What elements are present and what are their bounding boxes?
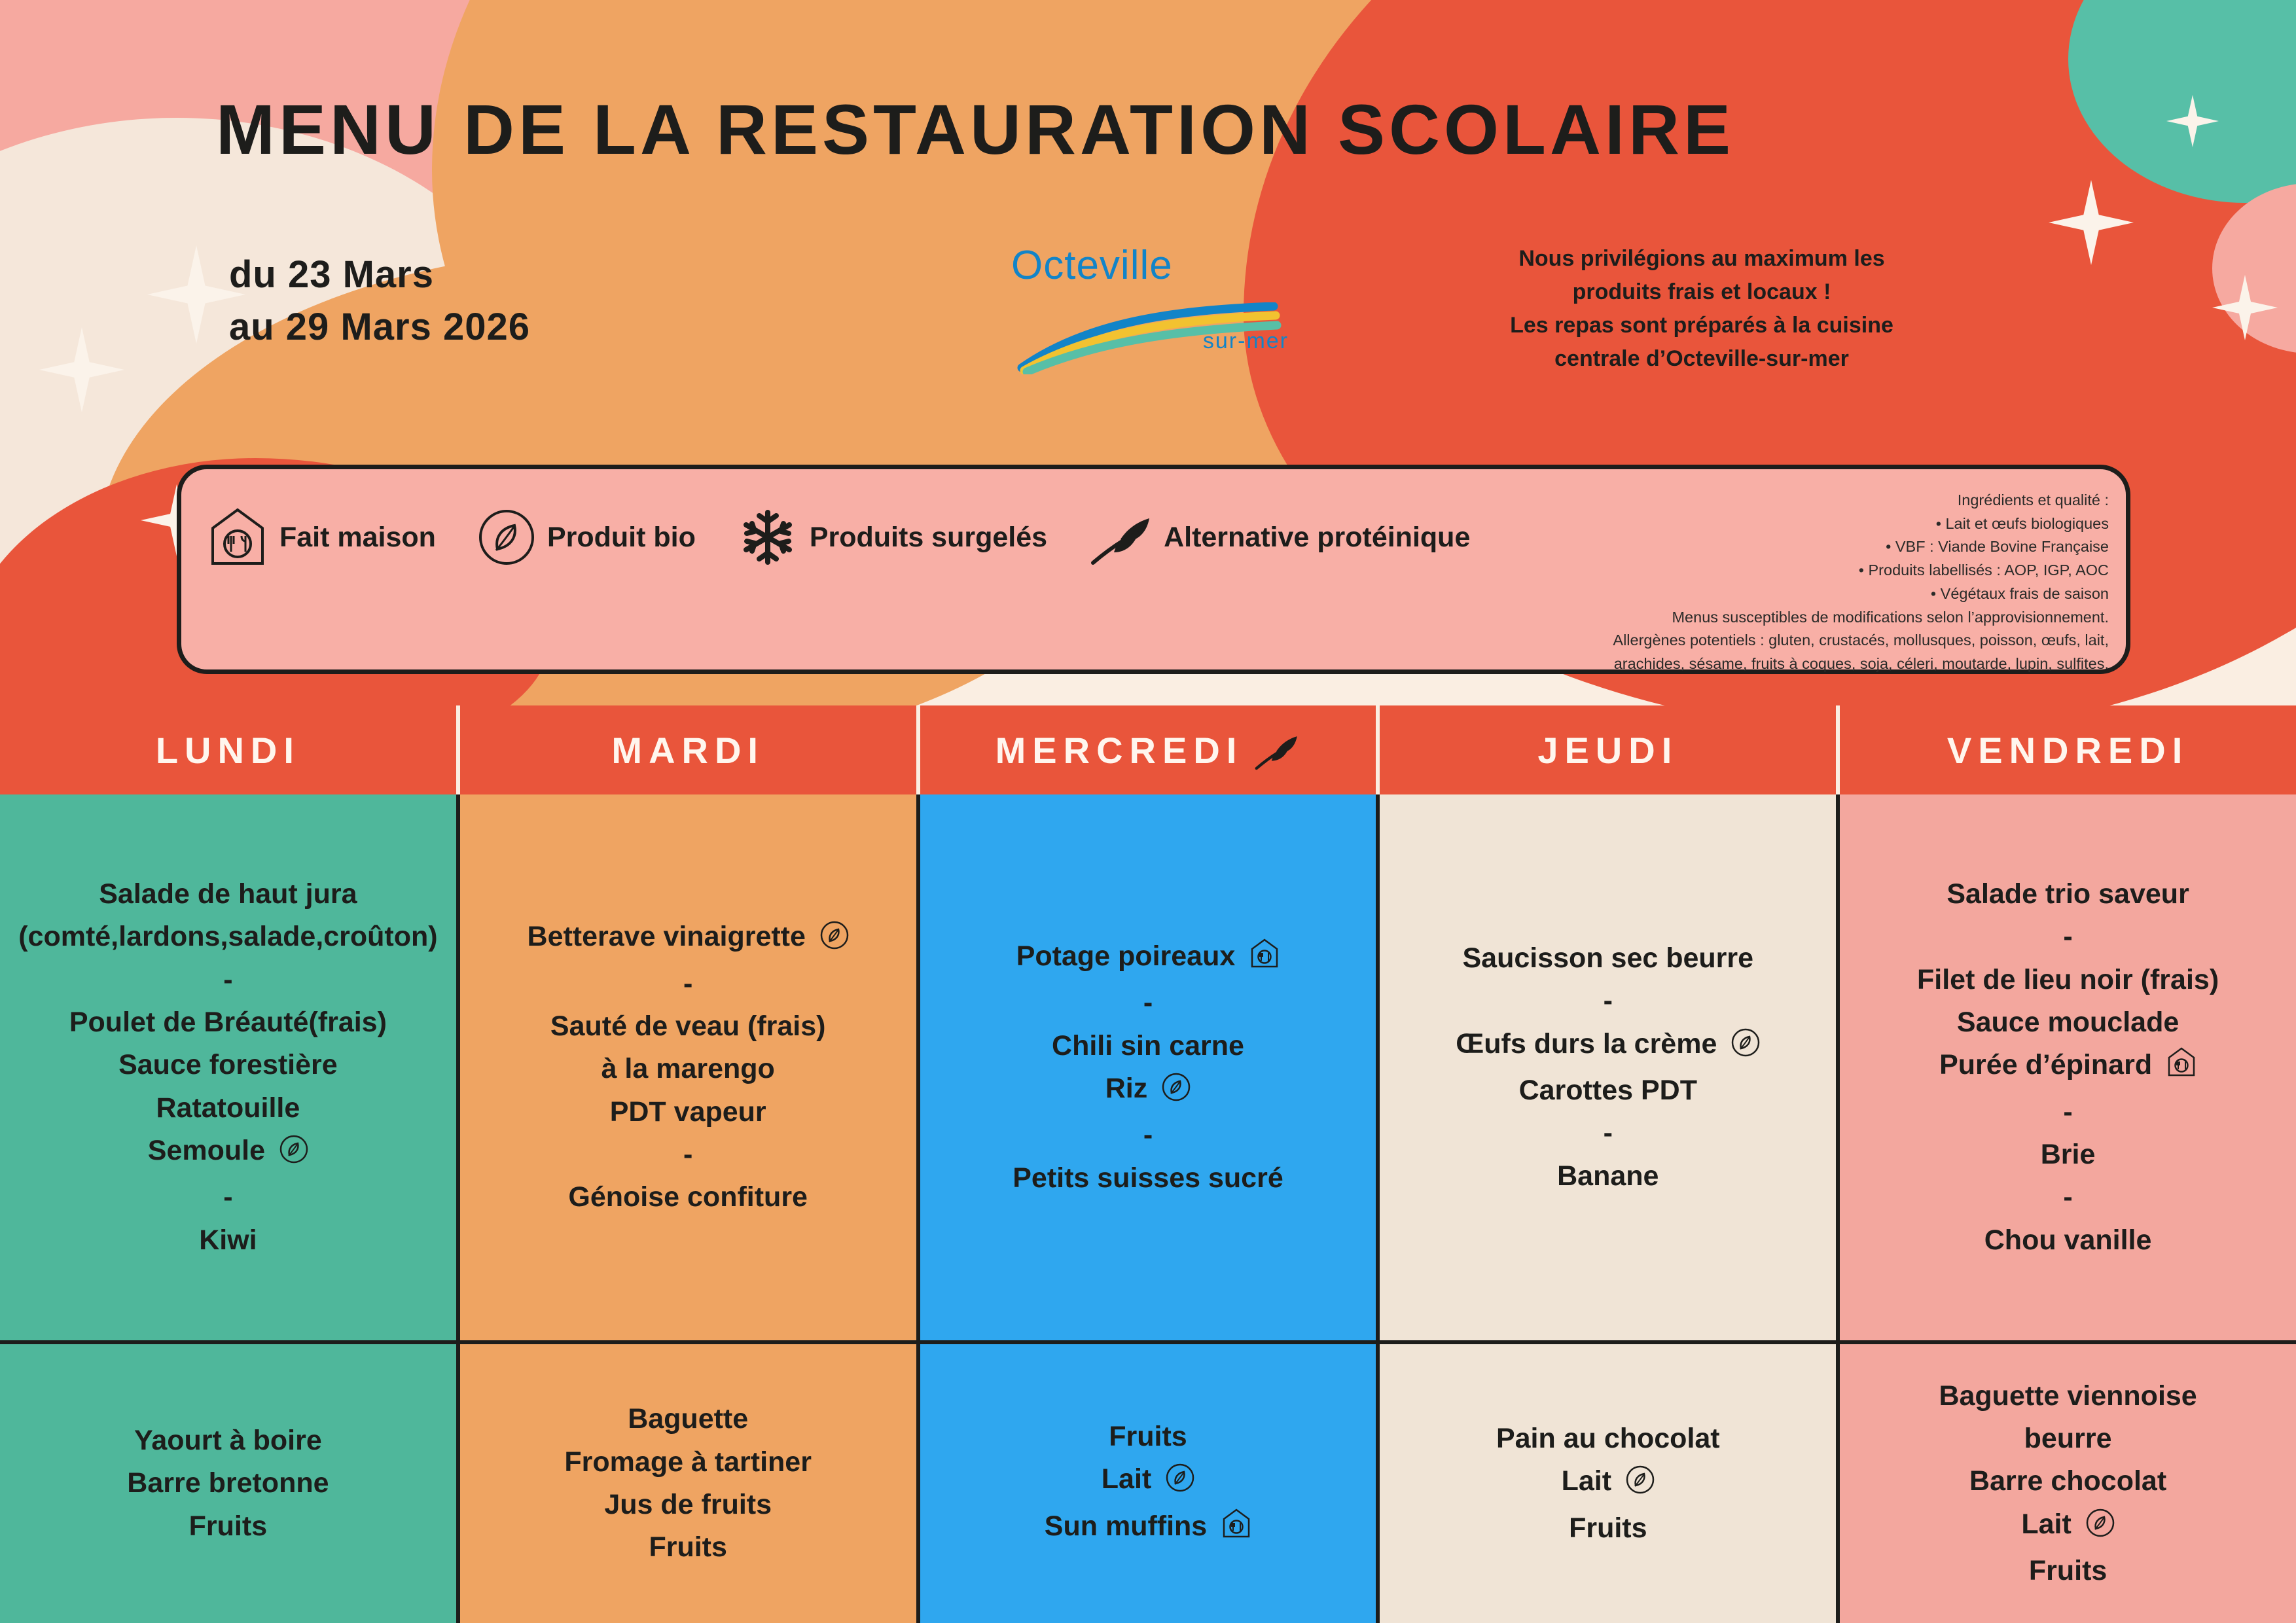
meal-separator: - (1603, 1117, 1613, 1149)
lunch-cell-jeudi (1380, 794, 1840, 1344)
snack-row (0, 1344, 2296, 1623)
meal-item-text: Betterave vinaigrette (527, 921, 806, 953)
meal-separator: - (1143, 987, 1153, 1019)
snack-list (127, 1419, 329, 1548)
meal-separator: - (2063, 921, 2073, 953)
snack-item: Fruits (2028, 1555, 2108, 1587)
legend-item-produit-bio (478, 508, 696, 566)
snack-item-with-badge (1939, 1503, 2197, 1550)
intro-line-2: produits frais et locaux ! (1572, 279, 1831, 304)
meal-item: (comté,lardons,salade,croûton) (18, 921, 438, 953)
day-label: LUNDI (155, 729, 300, 771)
snack-item: Yaourt à boire (134, 1424, 322, 1456)
note-line: Ingrédients et qualité : (1957, 491, 2109, 508)
snack-item: Baguette (628, 1403, 749, 1435)
note-line: Menus susceptibles de modifications selon l’approvisionnement. (1672, 608, 2109, 626)
produit-bio-icon (478, 508, 535, 566)
meal-item: Sauce forestière (118, 1049, 338, 1081)
day-header-lundi (0, 705, 460, 794)
snack-cell-jeudi (1380, 1344, 1840, 1623)
fait-maison-icon (1221, 1508, 1251, 1552)
snack-cell-vendredi (1840, 1344, 2296, 1623)
meal-item-with-badge (1013, 1067, 1283, 1114)
snack-item: Pain au chocolat (1496, 1422, 1720, 1454)
meal-item: Sauté de veau (frais) (550, 1010, 826, 1042)
snowflake-icon (738, 507, 798, 567)
snack-item-text: Lait (2021, 1508, 2072, 1540)
snack-item-with-badge (1496, 1460, 1720, 1507)
day-header-mercredi (920, 705, 1380, 794)
intro-line-3: Les repas sont préparés à la cuisine (1510, 313, 1893, 338)
meal-separator: - (223, 963, 233, 995)
day-label: JEUDI (1537, 729, 1679, 771)
date-range-line1: du 23 Mars (229, 253, 434, 296)
snack-item: Fruits (1569, 1512, 1647, 1544)
meal-separator: - (1143, 1119, 1153, 1151)
meal-list (1013, 935, 1283, 1200)
snack-item: Fruits (1109, 1420, 1187, 1452)
meal-item-text: Œufs durs la crème (1456, 1027, 1717, 1060)
meal-separator: - (683, 1139, 693, 1171)
meal-item: Filet de lieu noir (frais) (1917, 963, 2219, 995)
meal-item-with-badge (1013, 935, 1283, 982)
logo-name: Octeville (1011, 243, 1173, 288)
day-header-mardi (460, 705, 920, 794)
produit-bio-icon (1166, 1462, 1194, 1505)
meal-list (528, 916, 849, 1219)
snack-list (1939, 1375, 2197, 1593)
meal-list (1917, 873, 2219, 1262)
intro-text (1407, 242, 1996, 376)
intro-line-1: Nous privilégions au maximum les (1518, 246, 1885, 271)
table-header-row (0, 705, 2296, 794)
logo-subtitle: sur-mer (1202, 329, 1289, 353)
fait-maison-icon (207, 506, 268, 569)
day-header-vendredi (1840, 705, 2296, 794)
snack-list (1496, 1418, 1720, 1550)
produit-bio-icon (1162, 1071, 1191, 1114)
note-line: • VBF : Viande Bovine Française (1886, 538, 2109, 556)
meal-list (1456, 937, 1760, 1198)
lunch-row (0, 794, 2296, 1344)
fait-maison-icon (1249, 938, 1280, 982)
date-range (229, 249, 530, 353)
snack-item: Fruits (649, 1531, 727, 1563)
legend-item-alternative-proteinique (1089, 509, 1470, 565)
snack-cell-mardi (460, 1344, 920, 1623)
legend-item-surgeles (738, 507, 1047, 567)
meal-item: Carottes PDT (1518, 1075, 1697, 1106)
meal-item-text: Semoule (147, 1135, 266, 1167)
meal-item-with-badge (18, 1130, 437, 1176)
legend-note (1566, 489, 2109, 676)
menu-table (0, 705, 2296, 1623)
leaf-icon (1252, 730, 1300, 770)
meal-item: Salade trio saveur (1946, 878, 2189, 910)
legend-label: Alternative protéinique (1164, 521, 1471, 553)
meal-separator: - (683, 967, 693, 999)
snack-cell-mercredi (920, 1344, 1380, 1623)
meal-separator: - (2063, 1181, 2073, 1213)
lunch-cell-vendredi (1840, 794, 2296, 1344)
day-label: VENDREDI (1946, 729, 2189, 771)
meal-item: Brie (2040, 1139, 2096, 1171)
meal-item: PDT vapeur (609, 1096, 766, 1128)
date-range-line2: au 29 Mars 2026 (229, 306, 530, 349)
snack-list (564, 1398, 812, 1569)
produit-bio-icon (2086, 1507, 2115, 1550)
fait-maison-icon (2166, 1046, 2197, 1090)
meal-item: Sauce mouclade (1956, 1006, 2179, 1038)
day-label: MERCREDI (995, 729, 1244, 771)
meal-item-with-badge (528, 916, 849, 962)
meal-item: Petits suisses sucré (1013, 1162, 1283, 1194)
legend-label: Produit bio (547, 521, 696, 553)
meal-item-text: Purée d’épinard (1939, 1049, 2153, 1081)
note-line: • Produits labellisés : AOP, IGP, AOC (1858, 562, 2109, 579)
produit-bio-icon (1731, 1027, 1760, 1069)
snack-cell-lundi (0, 1344, 460, 1623)
meal-list (18, 873, 437, 1262)
snack-item-text: Sun muffins (1044, 1510, 1208, 1542)
snack-item-with-badge (1045, 1458, 1251, 1505)
snack-item: Jus de fruits (604, 1489, 772, 1520)
lunch-cell-mercredi (920, 794, 1380, 1344)
snack-item: Fruits (188, 1510, 268, 1542)
meal-item: Chou vanille (1984, 1224, 2152, 1256)
snack-item: Barre chocolat (1969, 1465, 2167, 1497)
meal-separator: - (2063, 1096, 2073, 1128)
meal-separator: - (223, 1181, 233, 1213)
lunch-cell-lundi (0, 794, 460, 1344)
leaf-icon (1089, 509, 1152, 565)
snack-item-with-badge (1045, 1505, 1251, 1552)
snack-item: Baguette viennoise (1939, 1380, 2197, 1412)
meal-item: Chili sin carne (1052, 1029, 1244, 1061)
note-line: Allergènes potentiels : gluten, crustacés, mollusques, poisson, œufs, lait, (1613, 632, 2109, 649)
legend-label: Produits surgelés (809, 521, 1048, 553)
meal-item-text: Riz (1105, 1073, 1148, 1104)
octeville-logo (1011, 242, 1293, 393)
page-title: MENU DE LA RESTAURATION SCOLAIRE (216, 90, 1734, 169)
intro-line-4: centrale d’Octeville-sur-mer (1554, 346, 1849, 371)
meal-item: à la marengo (601, 1053, 775, 1085)
meal-item: Génoise confiture (568, 1181, 808, 1213)
meal-item-with-badge (1456, 1023, 1760, 1069)
legend-items (207, 506, 1512, 569)
note-line: arachides, sésame, fruits à coques, soja, céleri, moutarde, lupin, sulfites. (1613, 655, 2109, 673)
meal-item: Poulet de Bréauté(frais) (69, 1006, 387, 1038)
snack-item: Barre bretonne (127, 1467, 329, 1499)
snack-list (1045, 1416, 1251, 1552)
meal-separator: - (1603, 985, 1613, 1017)
produit-bio-icon (1626, 1464, 1655, 1507)
snack-item: Fromage à tartiner (564, 1446, 812, 1478)
day-header-jeudi (1380, 705, 1840, 794)
snack-item-text: Lait (1101, 1463, 1152, 1495)
legend-bar (177, 465, 2130, 674)
meal-item: Kiwi (199, 1224, 257, 1256)
legend-label: Fait maison (279, 521, 436, 553)
lunch-cell-mardi (460, 794, 920, 1344)
day-label: MARDI (611, 729, 764, 771)
meal-item: Ratatouille (156, 1092, 300, 1124)
meal-item: Banane (1557, 1160, 1659, 1192)
legend-item-fait-maison (207, 506, 436, 569)
meal-item: Salade de haut jura (99, 878, 357, 910)
note-line: • Lait et œufs biologiques (1935, 514, 2109, 532)
meal-item: Saucisson sec beurre (1462, 942, 1754, 974)
note-line: • Végétaux frais de saison (1930, 584, 2109, 602)
produit-bio-icon (820, 919, 849, 962)
snack-item-text: Lait (1561, 1465, 1612, 1497)
produit-bio-icon (279, 1133, 308, 1176)
meal-item-text: Potage poireaux (1016, 940, 1236, 972)
meal-item-with-badge (1917, 1044, 2219, 1090)
snack-item: beurre (2024, 1422, 2112, 1454)
